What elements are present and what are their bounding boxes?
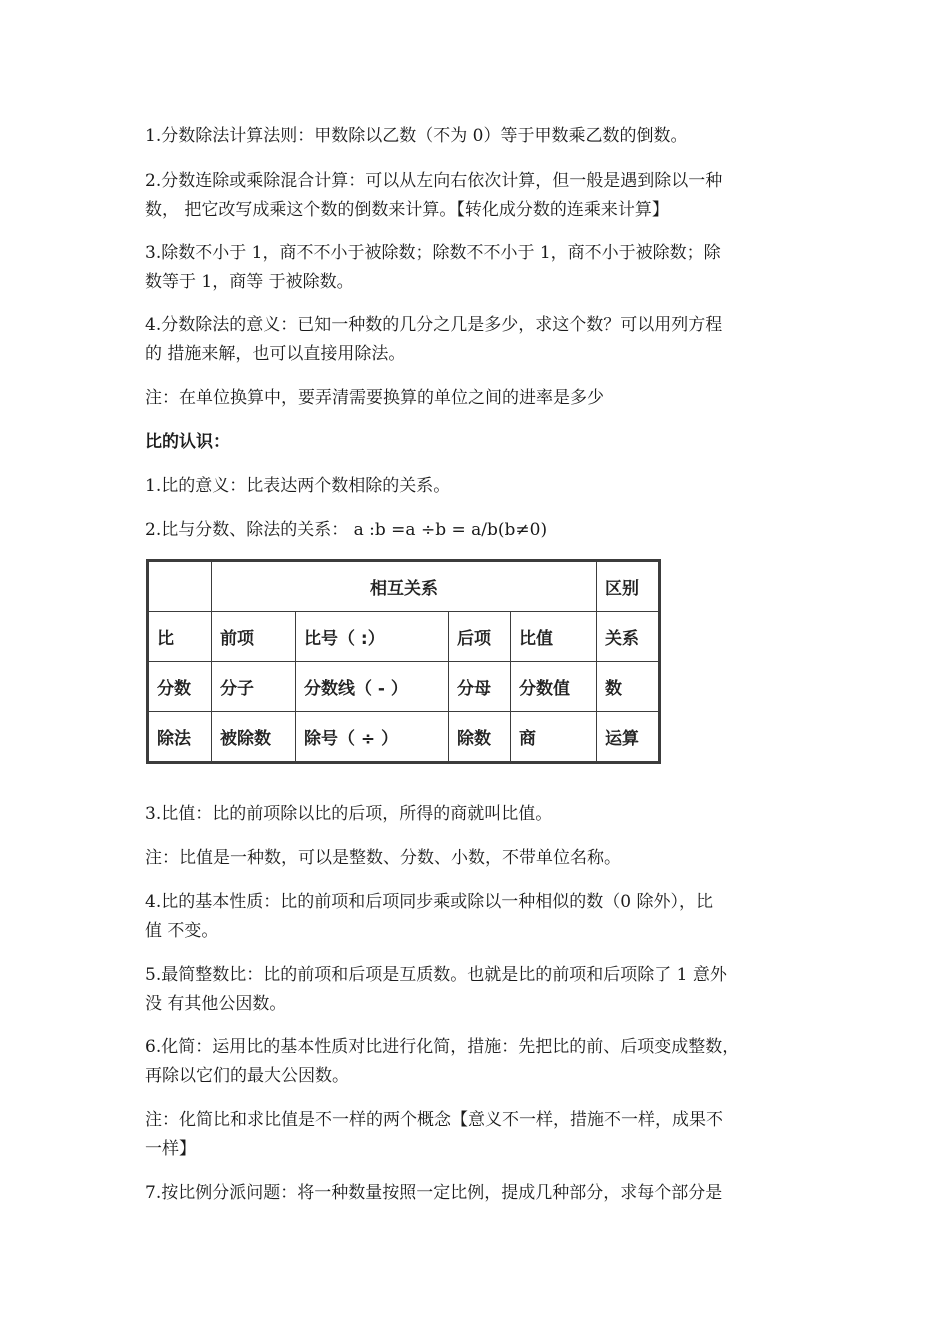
text-line: 3.除数不小于 1，商不不小于被除数；除数不不小于 1，商不小于被除数；除 [145,243,721,263]
table-cell: 运算 [597,712,659,762]
text-line: 5.最简整数比：比的前项和后项是互质数。也就是比的前项和后项除了 1 意外 [145,965,727,985]
paragraph-division-meaning [145,311,805,369]
text-line: 值 不变。 [145,921,219,941]
table-cell: 被除数 [212,712,296,762]
table-cell: 除号（ ÷ ） [296,712,449,762]
table-cell: 商 [511,712,597,762]
text-line: 注：在单位换算中，要弄清需要换算的单位之间的进率是多少 [145,388,604,408]
table-cell: 分数线（ - ） [296,662,449,712]
text-line: 没 有其他公因数。 [145,994,287,1014]
table-header-cell: 相互关系 [212,562,597,612]
text-line: 6.化简：运用比的基本性质对比进行化简，措施：先把比的前、后项变成整数， [145,1037,740,1057]
table-header-row [149,562,659,612]
paragraph-unit-note [145,384,805,413]
table-cell [149,562,212,612]
text-line: 2.比与分数、除法的关系： a :b =a ÷b = a/b(b≠0) [145,520,548,540]
text-line: 再除以它们的最大公因数。 [145,1066,349,1086]
table-cell: 比值 [511,612,597,662]
paragraph-simplify [145,1033,805,1091]
text-line: 4.分数除法的意义：已知一种数的几分之几是多少，求这个数？可以用列方程 [145,315,723,335]
section-heading [145,428,805,457]
table-row [149,712,659,762]
ratio-relation-table [148,561,659,762]
text-line: 一样】 [145,1139,196,1159]
table-cell: 比 [149,612,212,662]
text-line: 注：化简比和求比值是不一样的两个概念【意义不一样，措施不一样，成果不 [145,1110,723,1130]
text-line: 4.比的基本性质：比的前项和后项同步乘或除以一种相似的数（0 除外），比 [145,892,713,912]
table-cell: 比号（ :） [296,612,449,662]
paragraph-simplify-note [145,1106,805,1164]
paragraph-ratio-property [145,888,805,946]
paragraph-proportional-distribution [145,1179,805,1208]
paragraph-ratio-relation [145,516,805,545]
text-line: 数等于 1，商等 于被除数。 [145,272,354,292]
paragraph-ratio-meaning [145,472,805,501]
table-header-cell: 区别 [597,562,659,612]
paragraph-ratio-value-note [145,844,805,873]
table-cell: 分数 [149,662,212,712]
paragraph-ratio-value [145,800,805,829]
text-line: 数， 把它改写成乘这个数的倒数来计算。【转化成分数的连乘来计算】 [145,200,669,220]
table-cell: 后项 [449,612,511,662]
text-line: 的 措施来解，也可以直接用除法。 [145,344,406,364]
table-cell: 分母 [449,662,511,712]
paragraph-division-rule [145,122,805,151]
table-cell: 前项 [212,612,296,662]
table-cell: 分子 [212,662,296,712]
table-cell: 除数 [449,712,511,762]
table-cell: 除法 [149,712,212,762]
text-line: 注：比值是一种数，可以是整数、分数、小数，不带单位名称。 [145,848,621,868]
table-cell: 关系 [597,612,659,662]
text-line: 3.比值：比的前项除以比的后项，所得的商就叫比值。 [145,804,553,824]
paragraph-simplest-ratio [145,961,805,1019]
table-row [149,662,659,712]
paragraph-divisor-comparison [145,239,805,297]
text-line: 1.比的意义：比表达两个数相除的关系。 [145,476,451,496]
text-line: 1.分数除法计算法则：甲数除以乙数（不为 0）等于甲数乘乙数的倒数。 [145,126,688,146]
heading-text: 比的认识： [145,432,230,452]
table-cell: 分数值 [511,662,597,712]
table-row [149,612,659,662]
paragraph-mixed-calculation [145,167,805,225]
text-line: 7.按比例分派问题：将一种数量按照一定比例，提成几种部分，求每个部分是 [145,1183,723,1203]
text-line: 2.分数连除或乘除混合计算：可以从左向右依次计算，但一般是遇到除以一种 [145,171,723,191]
table-cell: 数 [597,662,659,712]
